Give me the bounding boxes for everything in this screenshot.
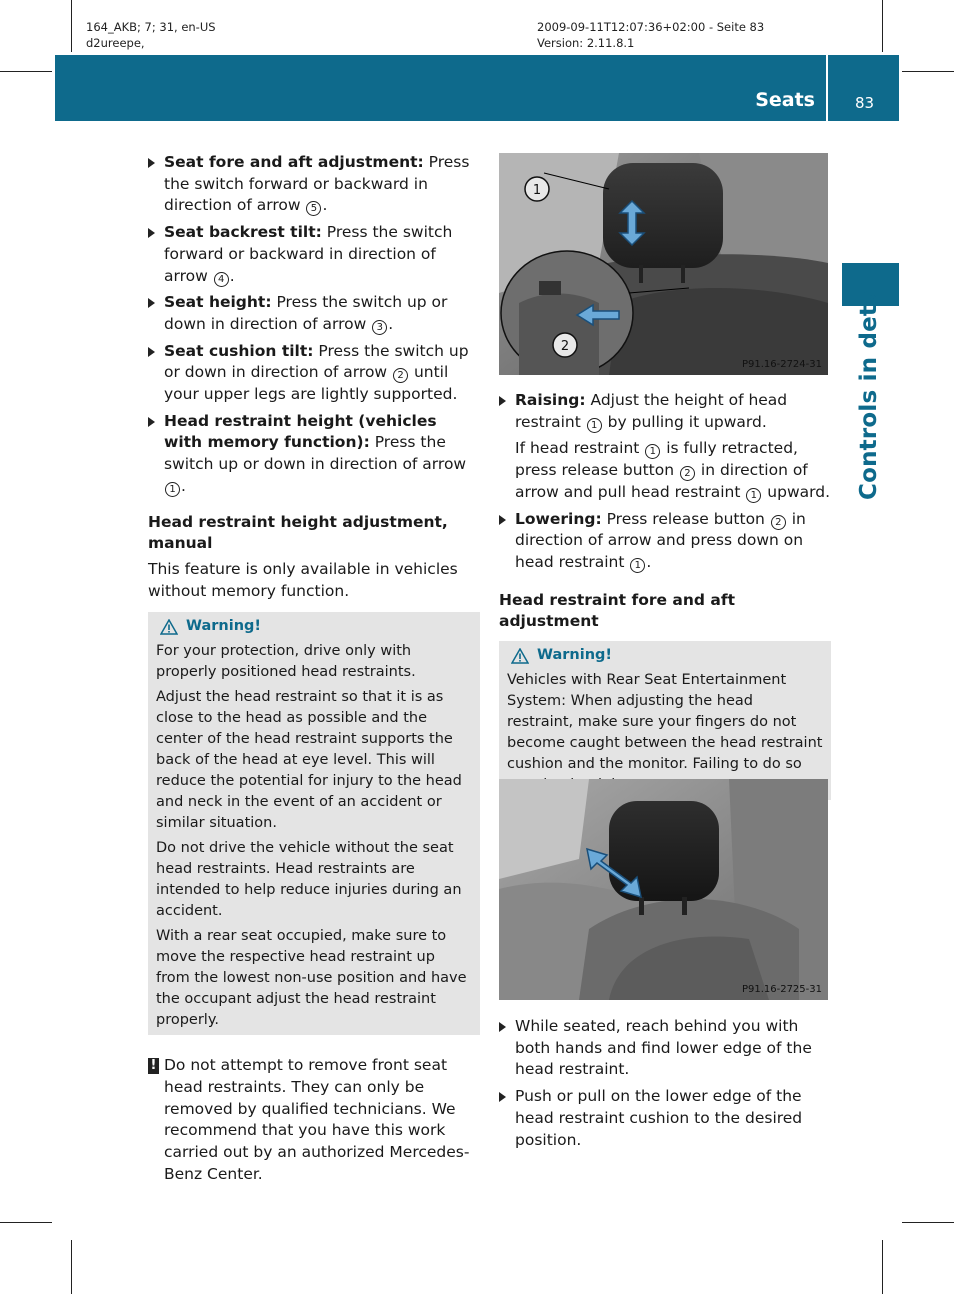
warning-paragraph: For your protection, drive only with properly positioned head restraints.: [156, 643, 416, 681]
step-text: .: [388, 314, 394, 333]
warning-header: [156, 616, 472, 637]
warning-paragraph: Adjust the head restraint so that it is as close to the head as possible and the center of the head restraint supports the back of the head at eye level. This will reduce the potential for injury to the head and neck in the event of an accident or similar situation.: [156, 689, 462, 832]
step-text: Press release button: [601, 509, 770, 528]
warning-triangle-icon: [511, 648, 529, 664]
left-column: [148, 152, 480, 1186]
version: Version: 2.11.8.1: [537, 36, 635, 50]
head-restraint-height-illustration: [499, 153, 828, 375]
head-restraint-fore-aft-photo: [499, 779, 828, 1000]
head-restraint-height-photo: [499, 153, 828, 375]
photo-reference-code: P91.16-2725-31: [741, 984, 822, 995]
header-separator: [826, 55, 828, 121]
list-item: [499, 1016, 831, 1081]
step-text: Press the switch up or down in direction of arrow: [164, 341, 469, 382]
warning-paragraph: With a rear seat occupied, make sure to move the respective head restraint up from the lowest non-use position and have the occupant adjust the head restraint properly.: [156, 928, 467, 1029]
step-text: While seated, reach behind you with both hands and find lower edge of the head restraint.: [515, 1017, 812, 1079]
print-meta-right: [537, 19, 764, 51]
section-title: Seats: [755, 89, 815, 111]
step-text: by pulling it upward.: [602, 412, 767, 431]
warning-triangle-icon: [160, 619, 178, 635]
step-text: .: [181, 476, 186, 495]
list-item: [148, 411, 480, 498]
photo-reference-code: P91.16-2724-31: [741, 359, 822, 370]
step-text: Press the switch forward or backward in direction of arrow: [164, 223, 453, 285]
bullet-arrow-icon: [148, 417, 155, 427]
step-text: .: [322, 196, 328, 215]
side-tab-title: Controls in detail: [856, 273, 882, 500]
bullet-list: [148, 152, 480, 498]
step-text: upward.: [762, 482, 830, 501]
callout-number: 1: [630, 558, 645, 573]
callout-label: 1: [532, 183, 542, 198]
warning-paragraph: Vehicles with Rear Seat Entertainment System: When adjusting the head restraint, make sure your fingers do not become caught between the head restraint cushion and the monitor. Failing to do so: [507, 672, 823, 773]
exclamation-icon: !: [148, 1058, 159, 1074]
list-item: [148, 222, 480, 287]
crop-mark: [902, 1222, 954, 1223]
crop-mark: [902, 71, 954, 72]
step-label: Head restraint height (vehicles with memory function):: [164, 411, 437, 452]
crop-mark: [0, 1222, 52, 1223]
step-text: is fully retracted, press release button: [515, 439, 798, 480]
raising-substep: [499, 438, 831, 503]
raising-step: [499, 390, 831, 433]
callout-number: 4: [214, 272, 229, 287]
warning-title: Warning!: [537, 647, 613, 664]
lowering-step: [499, 509, 831, 574]
doc-id: 164_AKB; 7; 31, en-US: [86, 20, 216, 34]
step-text: If head restraint: [515, 439, 645, 458]
bullet-arrow-icon: [499, 1022, 506, 1032]
step-label: Seat cushion tilt:: [164, 341, 314, 360]
callout-number: 1: [746, 488, 761, 503]
fore-aft-heading: Head restraint fore and aft adjustment: [499, 590, 736, 631]
crop-mark: [71, 0, 72, 52]
step-text: Adjust the height of head restraint: [515, 391, 788, 431]
list-item: [148, 292, 480, 335]
step-text: Push or pull on the lower edge of the head restraint cushion to the desired position.: [515, 1087, 803, 1149]
step-text: Press the switch up or down in direction of arrow: [164, 433, 467, 474]
callout-number: 5: [306, 201, 321, 216]
warning-box: [499, 641, 831, 800]
timestamp: 2009-09-11T12:07:36+02:00 - Seite 83: [537, 20, 765, 34]
caution-note-text: Do not attempt to remove front seat head restraints. They can only be removed by qualified technicians. We recommend that you have this work carried out by an authorized Mercedes-Benz Center.: [164, 1056, 470, 1183]
step-label: Seat fore and aft adjustment:: [164, 153, 424, 171]
fore-aft-steps: [499, 1016, 831, 1156]
warning-title: Warning!: [186, 618, 262, 635]
manual-adjustment-intro: This feature is only available in vehicles without memory function.: [148, 559, 458, 600]
crop-mark: [0, 71, 52, 72]
list-item: [148, 341, 480, 406]
list-item: [499, 1086, 831, 1151]
step-text: Press the switch forward or backward in direction of arrow: [164, 153, 470, 215]
warning-box: [148, 612, 480, 1035]
crop-mark: [882, 1240, 883, 1294]
head-restraint-fore-aft-illustration: [499, 779, 828, 1000]
step-label: Lowering:: [515, 509, 602, 528]
list-item: [148, 152, 480, 217]
step-text: until your upper legs are lightly supported.: [164, 363, 458, 404]
author: d2ureepe,: [86, 36, 145, 50]
right-column: [499, 390, 831, 800]
caution-note: [148, 1055, 480, 1185]
print-meta-left: [86, 19, 216, 51]
step-text: in direction of arrow and press down on head restraint: [515, 509, 806, 571]
bullet-arrow-icon: [148, 347, 155, 357]
step-text: Press the switch up or down in direction of arrow: [164, 293, 448, 333]
step-text: .: [646, 552, 652, 571]
callout-label: 2: [560, 339, 570, 354]
warning-paragraph: Do not drive the vehicle without the seat head restraints. Head restraints are intended to help reduce injuries during an accident.: [156, 840, 462, 920]
step-label: Raising:: [515, 391, 586, 409]
bullet-arrow-icon: [499, 396, 506, 406]
crop-mark: [882, 0, 883, 52]
callout-number: 3: [372, 320, 387, 335]
bullet-arrow-icon: [148, 298, 155, 308]
header-band: [55, 55, 899, 121]
callout-number: 1: [165, 482, 180, 497]
step-label: Seat height:: [164, 293, 272, 312]
callout-number: 1: [587, 418, 602, 433]
bullet-arrow-icon: [499, 515, 506, 525]
bullet-arrow-icon: [148, 158, 155, 168]
bullet-arrow-icon: [148, 228, 155, 238]
step-text: .: [229, 266, 235, 285]
callout-number: 1: [645, 444, 660, 459]
warning-header: [507, 645, 823, 666]
page-number: 83: [854, 94, 875, 112]
step-text: in direction of arrow and pull head restraint: [515, 461, 808, 501]
step-label: Seat backrest tilt:: [164, 223, 322, 242]
manual-adjustment-heading: Head restraint height adjustment, manual: [148, 512, 448, 553]
crop-mark: [71, 1240, 72, 1294]
callout-number: 2: [771, 515, 786, 530]
callout-number: 2: [393, 368, 408, 383]
callout-number: 2: [680, 466, 695, 481]
bullet-arrow-icon: [499, 1092, 506, 1102]
